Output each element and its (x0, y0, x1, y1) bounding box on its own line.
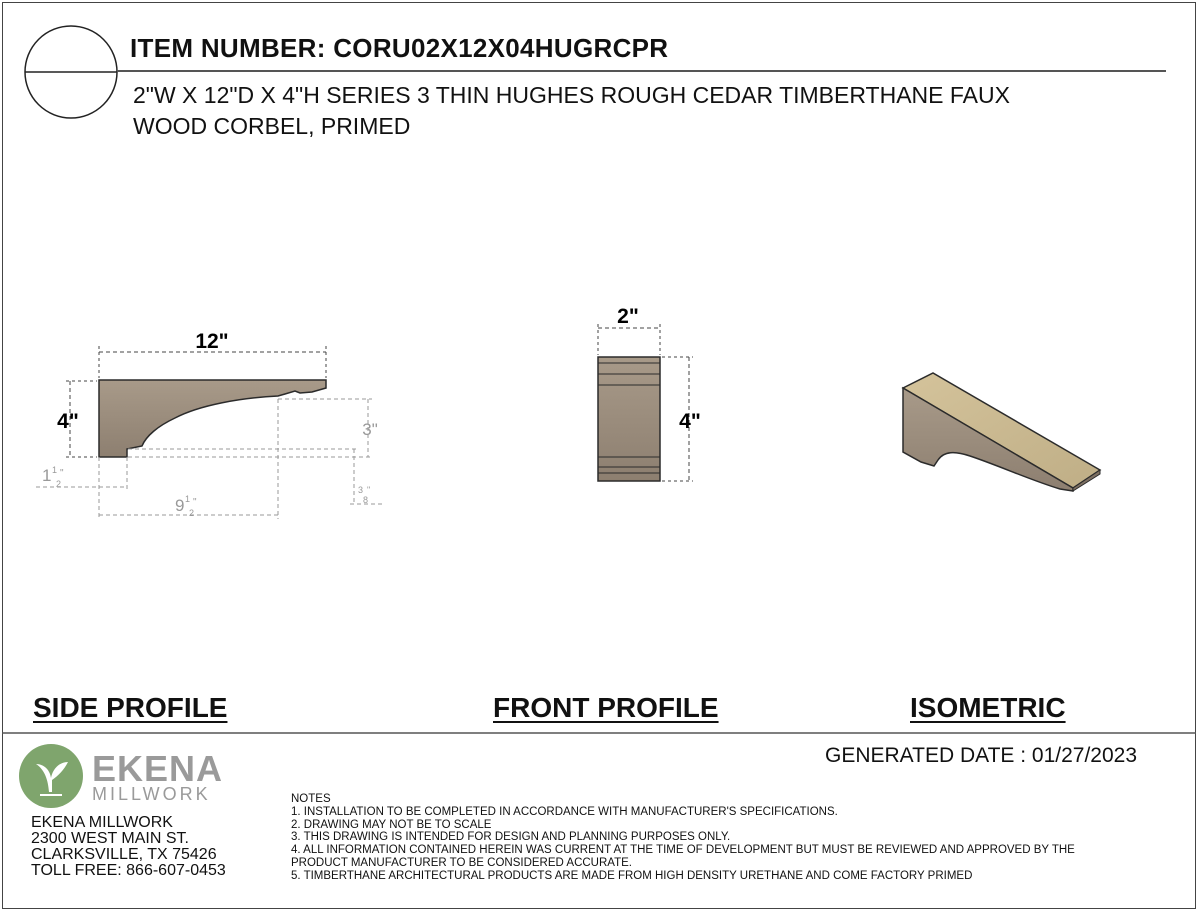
note-line: 2. DRAWING MAY NOT BE TO SCALE (291, 818, 492, 831)
item-number: ITEM NUMBER: CORU02X12X04HUGRCPR (130, 33, 669, 63)
company-address (31, 815, 226, 879)
side-profile-shape (99, 380, 326, 457)
dim-side-span (175, 494, 197, 518)
description-line-1: 2"W X 12"D X 4"H SERIES 3 THIN HUGHES ROUGH CEDAR TIMBERTHANE FAUX (133, 82, 1010, 108)
description-line-2: WOOD CORBEL, PRIMED (133, 113, 411, 139)
dim-front-width: 2" (617, 305, 639, 328)
dim-front-height: 4" (679, 410, 701, 433)
dim-side-lip (358, 485, 370, 505)
address-line: TOLL FREE: 866-607-0453 (31, 862, 226, 879)
svg-text:3: 3 (358, 485, 364, 495)
svg-text:": " (60, 468, 64, 479)
dim-side-offset (42, 465, 64, 489)
svg-text:1: 1 (42, 466, 52, 485)
svg-text:9: 9 (175, 496, 185, 515)
svg-text:2: 2 (189, 508, 195, 518)
svg-text:2: 2 (56, 479, 62, 489)
note-line: 3. THIS DRAWING IS INTENDED FOR DESIGN AND PLANNING PURPOSES ONLY. (291, 831, 731, 844)
front-profile-label: FRONT PROFILE (493, 692, 719, 723)
dim-side-height: 4" (57, 410, 79, 433)
dim-side-length: 12" (195, 330, 229, 353)
note-line: 5. TIMBERTHANE ARCHITECTURAL PRODUCTS ARE MADE FROM HIGH DENSITY URETHANE AND COME FACTORY PRIMED (291, 869, 973, 882)
address-line: EKENA MILLWORK (31, 814, 173, 831)
svg-text:1: 1 (185, 494, 191, 504)
svg-text:1: 1 (52, 465, 58, 475)
side-profile-label: SIDE PROFILE (33, 692, 228, 723)
note-line: PRODUCT MANUFACTURER TO BE CONSIDERED ACCURATE. (291, 856, 632, 869)
brand-name: EKENA (92, 748, 224, 789)
svg-text:": " (367, 485, 371, 495)
title-circle (25, 26, 117, 118)
dim-side-inner-height: 3" (362, 420, 378, 439)
front-profile-shape (598, 357, 660, 481)
generated-date: GENERATED DATE : 01/27/2023 (825, 744, 1138, 767)
isometric-drawing (903, 373, 1100, 491)
product-description (133, 80, 1010, 142)
brand-subtitle: MILLWORK (92, 784, 211, 804)
svg-text:8: 8 (363, 495, 369, 505)
note-line: 4. ALL INFORMATION CONTAINED HEREIN WAS CURRENT AT THE TIME OF DEVELOPMENT BUT MUST BE REVIEWED AND APPROVED BY THE (291, 844, 1075, 857)
address-line: 2300 WEST MAIN ST. (31, 830, 189, 847)
note-line: 1. INSTALLATION TO BE COMPLETED IN ACCORDANCE WITH MANUFACTURER'S SPECIFICATIONS. (291, 805, 838, 818)
address-line: CLARKSVILLE, TX 75426 (31, 846, 217, 863)
front-profile-drawing (598, 305, 701, 481)
isometric-label: ISOMETRIC (910, 692, 1066, 723)
side-profile-drawing (36, 330, 382, 519)
ekena-leaf-icon (19, 744, 83, 808)
notes-block (291, 793, 1075, 883)
notes-heading: NOTES (291, 793, 331, 805)
svg-text:": " (193, 497, 197, 508)
